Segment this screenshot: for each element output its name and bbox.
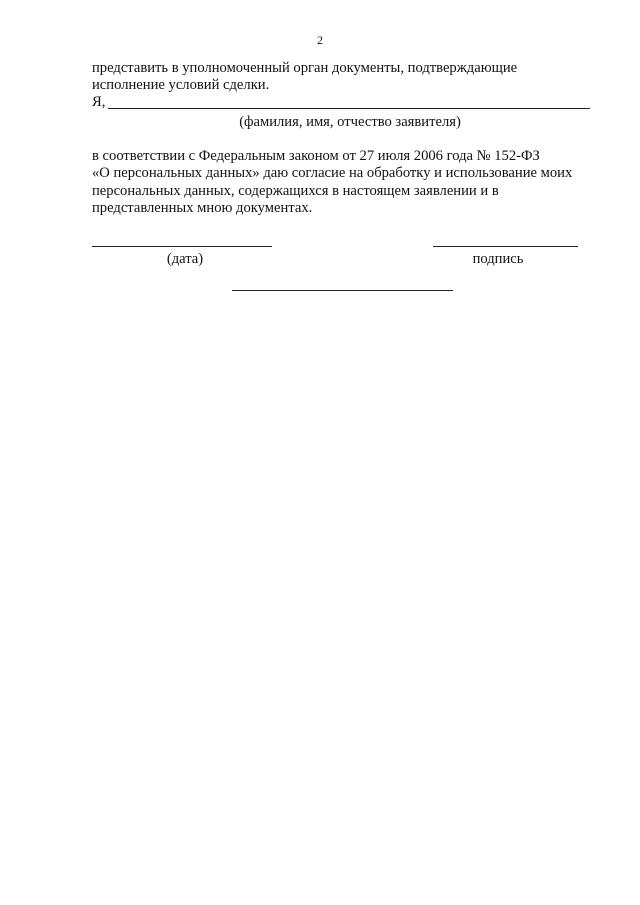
applicant-prefix: Я, <box>92 94 106 110</box>
consent-line-4: представленных мною документах. <box>92 200 313 216</box>
closing-divider <box>232 290 453 291</box>
consent-line-1: в соответствии с Федеральным законом от 27 июля 2006 года № 152-ФЗ <box>92 148 540 164</box>
applicant-name-line[interactable] <box>108 108 590 109</box>
intro-line-2: исполнение условий сделки. <box>92 77 270 93</box>
date-caption: (дата) <box>166 251 204 267</box>
intro-line-1: представить в уполномоченный орган документы, подтверждающие <box>92 60 518 76</box>
date-line[interactable] <box>92 246 272 247</box>
signature-caption: подпись <box>472 251 524 267</box>
consent-line-2: «О персональных данных» даю согласие на обработку и использование моих <box>92 165 573 181</box>
page-number: 2 <box>317 33 323 47</box>
signature-line[interactable] <box>433 246 578 247</box>
applicant-caption: (фамилия, имя, отчество заявителя) <box>239 114 461 130</box>
consent-line-3: персональных данных, содержащихся в настоящем заявлении и в <box>92 183 499 199</box>
